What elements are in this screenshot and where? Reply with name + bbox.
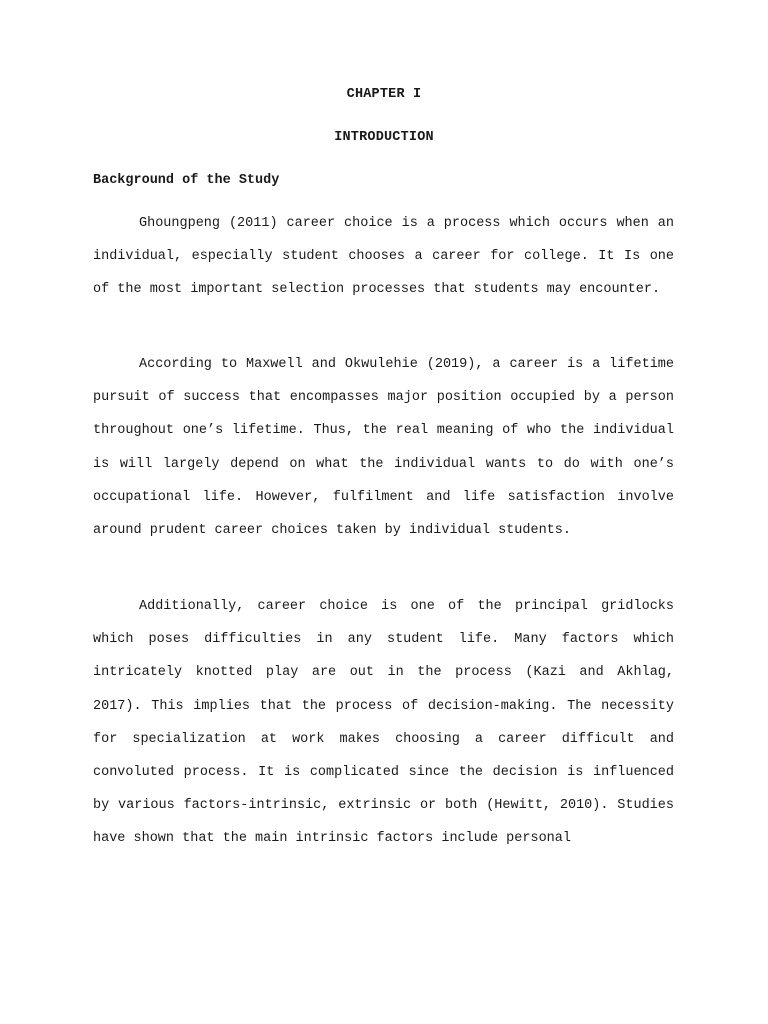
chapter-subtitle: INTRODUCTION: [334, 130, 434, 145]
section-heading: Background of the Study: [93, 173, 280, 188]
paragraph-3: Additionally, career choice is one of the principal gridlocks which poses difficulties in any student life. Many factors which intricately knotted play are out in the process (Kazi and Akhlag, 2017). This implies that the process of decision-making. The necessity for specialization at work makes choosing a career difficult and convoluted process. It is complicated since the decision is influenced by various factors-intrinsic, extrinsic or both (Hewitt, 2010). Studies have shown that the main intrinsic factors include personal: [93, 599, 674, 847]
paragraph-2: According to Maxwell and Okwulehie (2019), a career is a lifetime pursuit of success that encompasses major position occupied by a person throughout one’s lifetime. Thus, the real meaning of who the individual is will largely depend on what the individual wants to do with one’s occupational life. However, fulfilment and life satisfaction involve around prudent career choices taken by individual students.: [93, 357, 674, 539]
chapter-title: CHAPTER I: [346, 87, 422, 102]
paragraph-1: Ghoungpeng (2011) career choice is a process which occurs when an individual, especially student chooses a career for college. It Is one of the most important selection processes that students may encounter.: [93, 216, 674, 298]
